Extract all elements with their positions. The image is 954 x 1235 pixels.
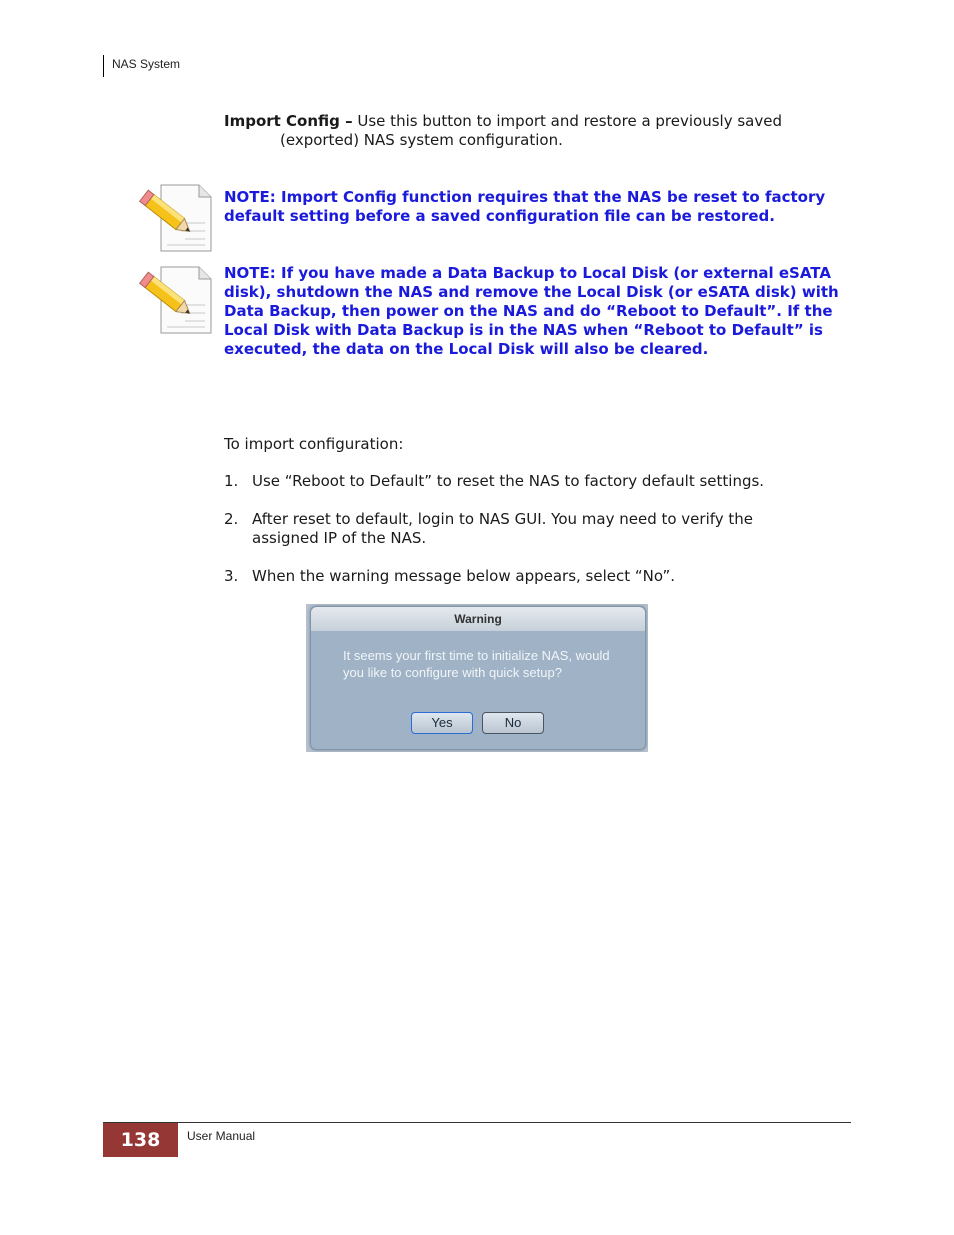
import-intro: To import configuration: (224, 435, 404, 453)
step-number: 1. (224, 472, 239, 490)
step-text: After reset to default, login to NAS GUI. You may need to verify the assigned IP of the NAS. (252, 510, 754, 547)
import-config-desc-2: (exported) NAS system configuration. (280, 131, 563, 149)
note-pencil-icon (137, 183, 213, 253)
note-import-config: NOTE: Import Config function requires that the NAS be reset to factory default setting before a saved configuration file can be restored. (224, 188, 826, 225)
warning-dialog-screenshot (306, 604, 648, 752)
footer-rule (103, 1122, 851, 1123)
yes-button[interactable]: Yes (411, 712, 473, 734)
import-config-desc-1: Use this button to import and restore a previously saved (352, 112, 782, 130)
step-number: 3. (224, 567, 239, 585)
list-item (224, 567, 824, 586)
import-config-paragraph (224, 112, 844, 150)
step-number: 2. (224, 510, 239, 528)
header-rule (103, 55, 104, 77)
note-pencil-icon (137, 265, 213, 335)
import-steps-list (224, 472, 824, 605)
dialog-message: It seems your first time to initialize NAS, would you like to configure with quick setup? (343, 648, 610, 680)
no-button[interactable]: No (482, 712, 544, 734)
header-section-title: NAS System (112, 57, 181, 71)
step-text: When the warning message below appears, select “No”. (252, 567, 676, 585)
note-data-backup: NOTE: If you have made a Data Backup to Local Disk (or external eSATA disk), shutdown the NAS and remove the Local Disk (or eSATA disk) with Data Backup, then power on the NAS and do “Reboot to Default”. If the Local Disk with Data Backup is in the NAS when “Reboot to Default” is executed, the data on the Local Disk will also be cleared. (224, 264, 839, 358)
dialog-title: Warning (311, 607, 645, 631)
warning-dialog (310, 606, 646, 750)
footer-label: User Manual (187, 1129, 256, 1143)
page-number: 138 (103, 1123, 178, 1157)
step-text: Use “Reboot to Default” to reset the NAS to factory default settings. (252, 472, 765, 490)
list-item (224, 472, 824, 491)
list-item (224, 510, 824, 548)
import-config-term: Import Config – (224, 112, 353, 130)
